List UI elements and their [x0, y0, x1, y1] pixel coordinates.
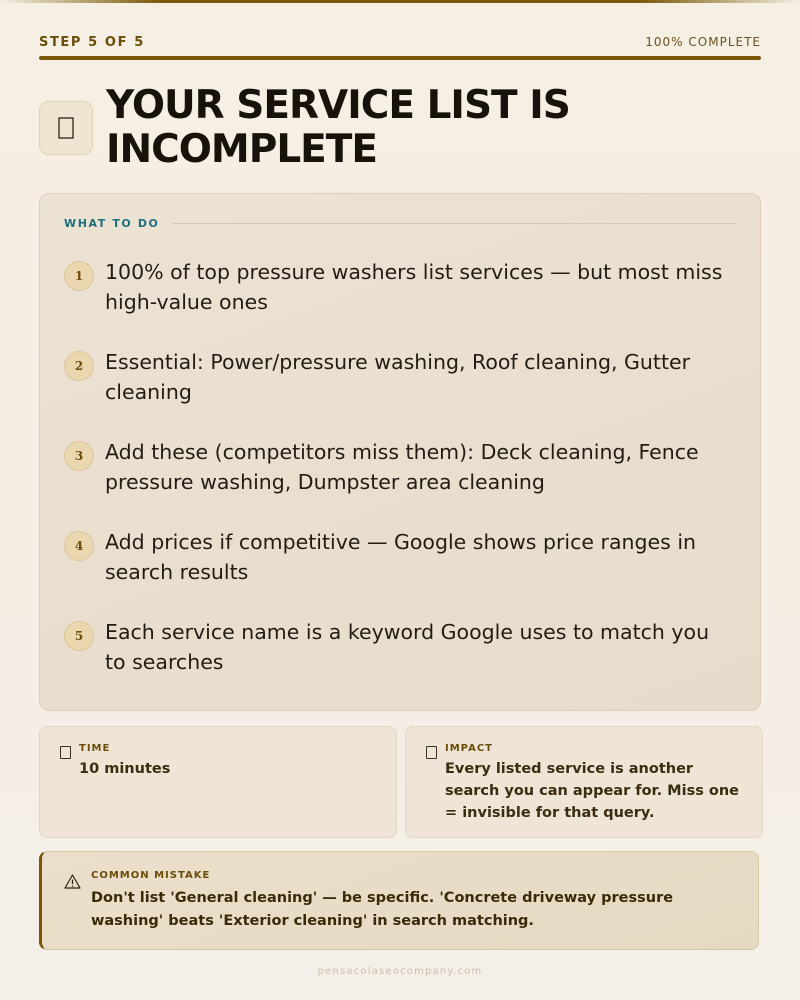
progress-bar: [39, 56, 761, 60]
step-text: Add prices if competitive — Google shows price ranges in search results: [105, 530, 697, 584]
steps-list: [64, 257, 736, 707]
step-indicator: STEP 5 OF 5: [39, 34, 145, 50]
step-item: [64, 347, 736, 407]
completion-percent: 100% COMPLETE: [645, 35, 761, 49]
step-number-badge: 5: [64, 621, 94, 651]
page-title: YOUR SERVICE LIST IS INCOMPLETE: [106, 83, 570, 172]
section-title: WHAT TO DO: [64, 216, 160, 230]
impact-card: [405, 726, 763, 838]
step-number-badge: 3: [64, 441, 94, 471]
step-text: Add these (competitors miss them): Deck cleaning, Fence pressure washing, Dumpster area cleaning: [105, 440, 699, 494]
step-text: 100% of top pressure washers list services — but most miss high-value ones: [105, 260, 723, 314]
impact-label: IMPACT: [445, 743, 493, 754]
progress-header: [39, 33, 761, 51]
common-mistake-card: [39, 851, 759, 950]
step-item: [64, 437, 736, 497]
missing-glyph-icon: [39, 101, 93, 155]
footer-domain: pensacolaseocompany.com: [317, 966, 483, 977]
step-number-badge: 1: [64, 261, 94, 291]
top-accent-line: [0, 0, 800, 3]
warning-icon: [64, 874, 81, 893]
step-item: [64, 527, 736, 587]
time-value: 10 minutes: [79, 761, 171, 777]
step-number-badge: 4: [64, 531, 94, 561]
mistake-label: COMMON MISTAKE: [91, 870, 211, 881]
step-item: [64, 617, 736, 677]
step-text: Each service name is a keyword Google uses to match you to searches: [105, 620, 710, 674]
impact-value: Every listed service is another search you can appear for. Miss one = invisible for that query.: [445, 761, 740, 821]
step-number-badge: 2: [64, 351, 94, 381]
time-card: [39, 726, 397, 838]
step-text: Essential: Power/pressure washing, Roof cleaning, Gutter cleaning: [105, 350, 691, 404]
progress-bar-fill: [39, 56, 761, 60]
time-label: TIME: [79, 743, 111, 754]
mistake-text: Don't list 'General cleaning' — be specific. 'Concrete driveway pressure washing' beats 'Exterior cleaning' in search matching.: [91, 890, 674, 929]
missing-glyph-icon: [426, 746, 437, 759]
what-to-do-card: [39, 193, 761, 711]
section-divider: [172, 223, 737, 224]
section-header: [64, 215, 736, 231]
step-item: [64, 257, 736, 317]
missing-glyph-icon: [60, 746, 71, 759]
